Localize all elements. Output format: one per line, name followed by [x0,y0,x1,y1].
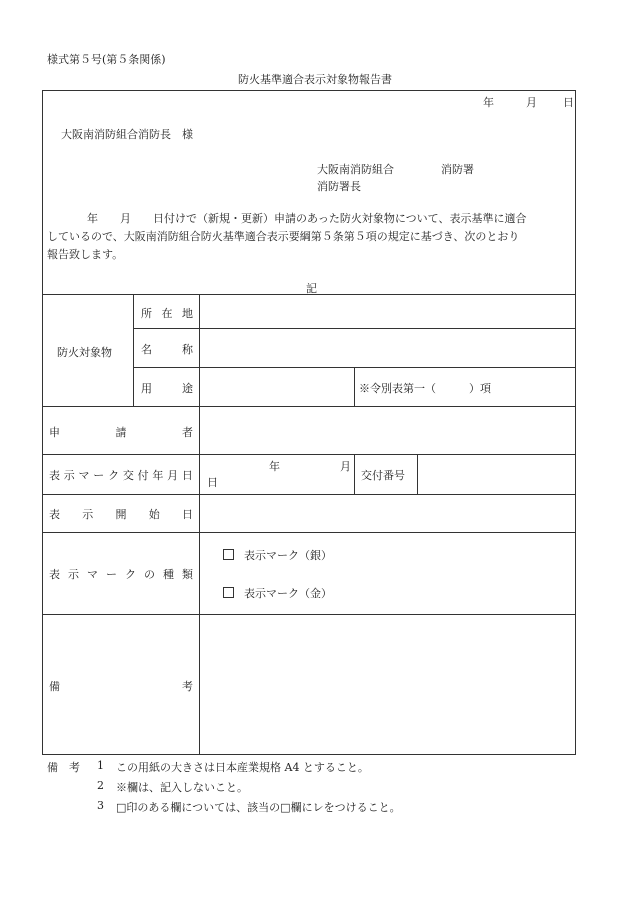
date-year: 年 [483,96,494,109]
issue-date-day: 日 [207,476,218,489]
body-line-2: しているので、大阪南消防組合防火基準適合表示要綱第５条第５項の規定に基づき、次のとおり [47,230,520,243]
mark-silver-checkbox[interactable] [223,549,234,560]
mark-gold-checkbox[interactable] [223,587,234,598]
row-divider [43,454,575,455]
mark-gold-label: 表示マーク（金） [244,587,332,600]
row-divider [43,294,575,295]
mark-silver-option[interactable] [223,547,332,563]
issue-date-label: 表 示 マ ー ク 交 付 年 月 日 [49,469,193,482]
col-divider [354,454,355,494]
form-number: 様式第５号(第５条関係) [47,53,166,66]
addressee: 大阪南消防組合消防長 様 [61,128,193,141]
fire-object-label: 防火対象物 [57,346,112,359]
use-note: ※令別表第一（ ）項 [359,382,491,395]
mark-gold-option[interactable] [223,585,332,601]
issue-number-label: 交付番号 [361,469,405,482]
remarks-label: 備 考 [49,680,193,693]
report-form [42,90,576,755]
sender-chief: 消防署長 [317,180,361,193]
note-3-text: □印のある欄については、該当の□欄にレをつけること。 [116,801,401,814]
col-divider [354,367,355,406]
note-3-num: 3 [97,799,104,812]
ki-heading: 記 [306,282,317,295]
col-divider [417,454,418,494]
issue-date-year: 年 [269,460,280,473]
sender-org: 大阪南消防組合 [317,163,394,176]
row-divider [43,532,575,533]
issue-date-month: 月 [340,460,351,473]
col-divider [199,294,200,754]
notes-label: 備 考 [47,761,80,774]
body-line-3: 報告致します。 [47,248,124,261]
page-title: 防火基準適合表示対象物報告書 [238,73,392,86]
note-2-text: ※欄は、記入しないこと。 [116,781,248,794]
body-line-1: 年 月 日付けで（新規・更新）申請のあった防火対象物について、表示基準に適合 [87,212,527,225]
col-divider [133,294,134,406]
mark-silver-label: 表示マーク（銀） [244,549,332,562]
date-day: 日 [563,96,574,109]
applicant-label: 申 請 者 [49,426,193,439]
note-1-text: この用紙の大きさは日本産業規格 A4 とすること。 [116,761,369,774]
start-date-label: 表 示 開 始 日 [49,508,193,521]
mark-type-label: 表 示 マ ー ク の 種 類 [49,568,193,581]
location-label: 所 在 地 [141,307,193,320]
row-divider [43,494,575,495]
note-1-num: 1 [97,759,104,772]
date-month: 月 [526,96,537,109]
use-label: 用 途 [141,382,193,395]
name-label: 名 称 [141,343,193,356]
row-divider [43,406,575,407]
sender-station: 消防署 [441,163,474,176]
note-2-num: 2 [97,779,104,792]
row-divider [43,614,575,615]
